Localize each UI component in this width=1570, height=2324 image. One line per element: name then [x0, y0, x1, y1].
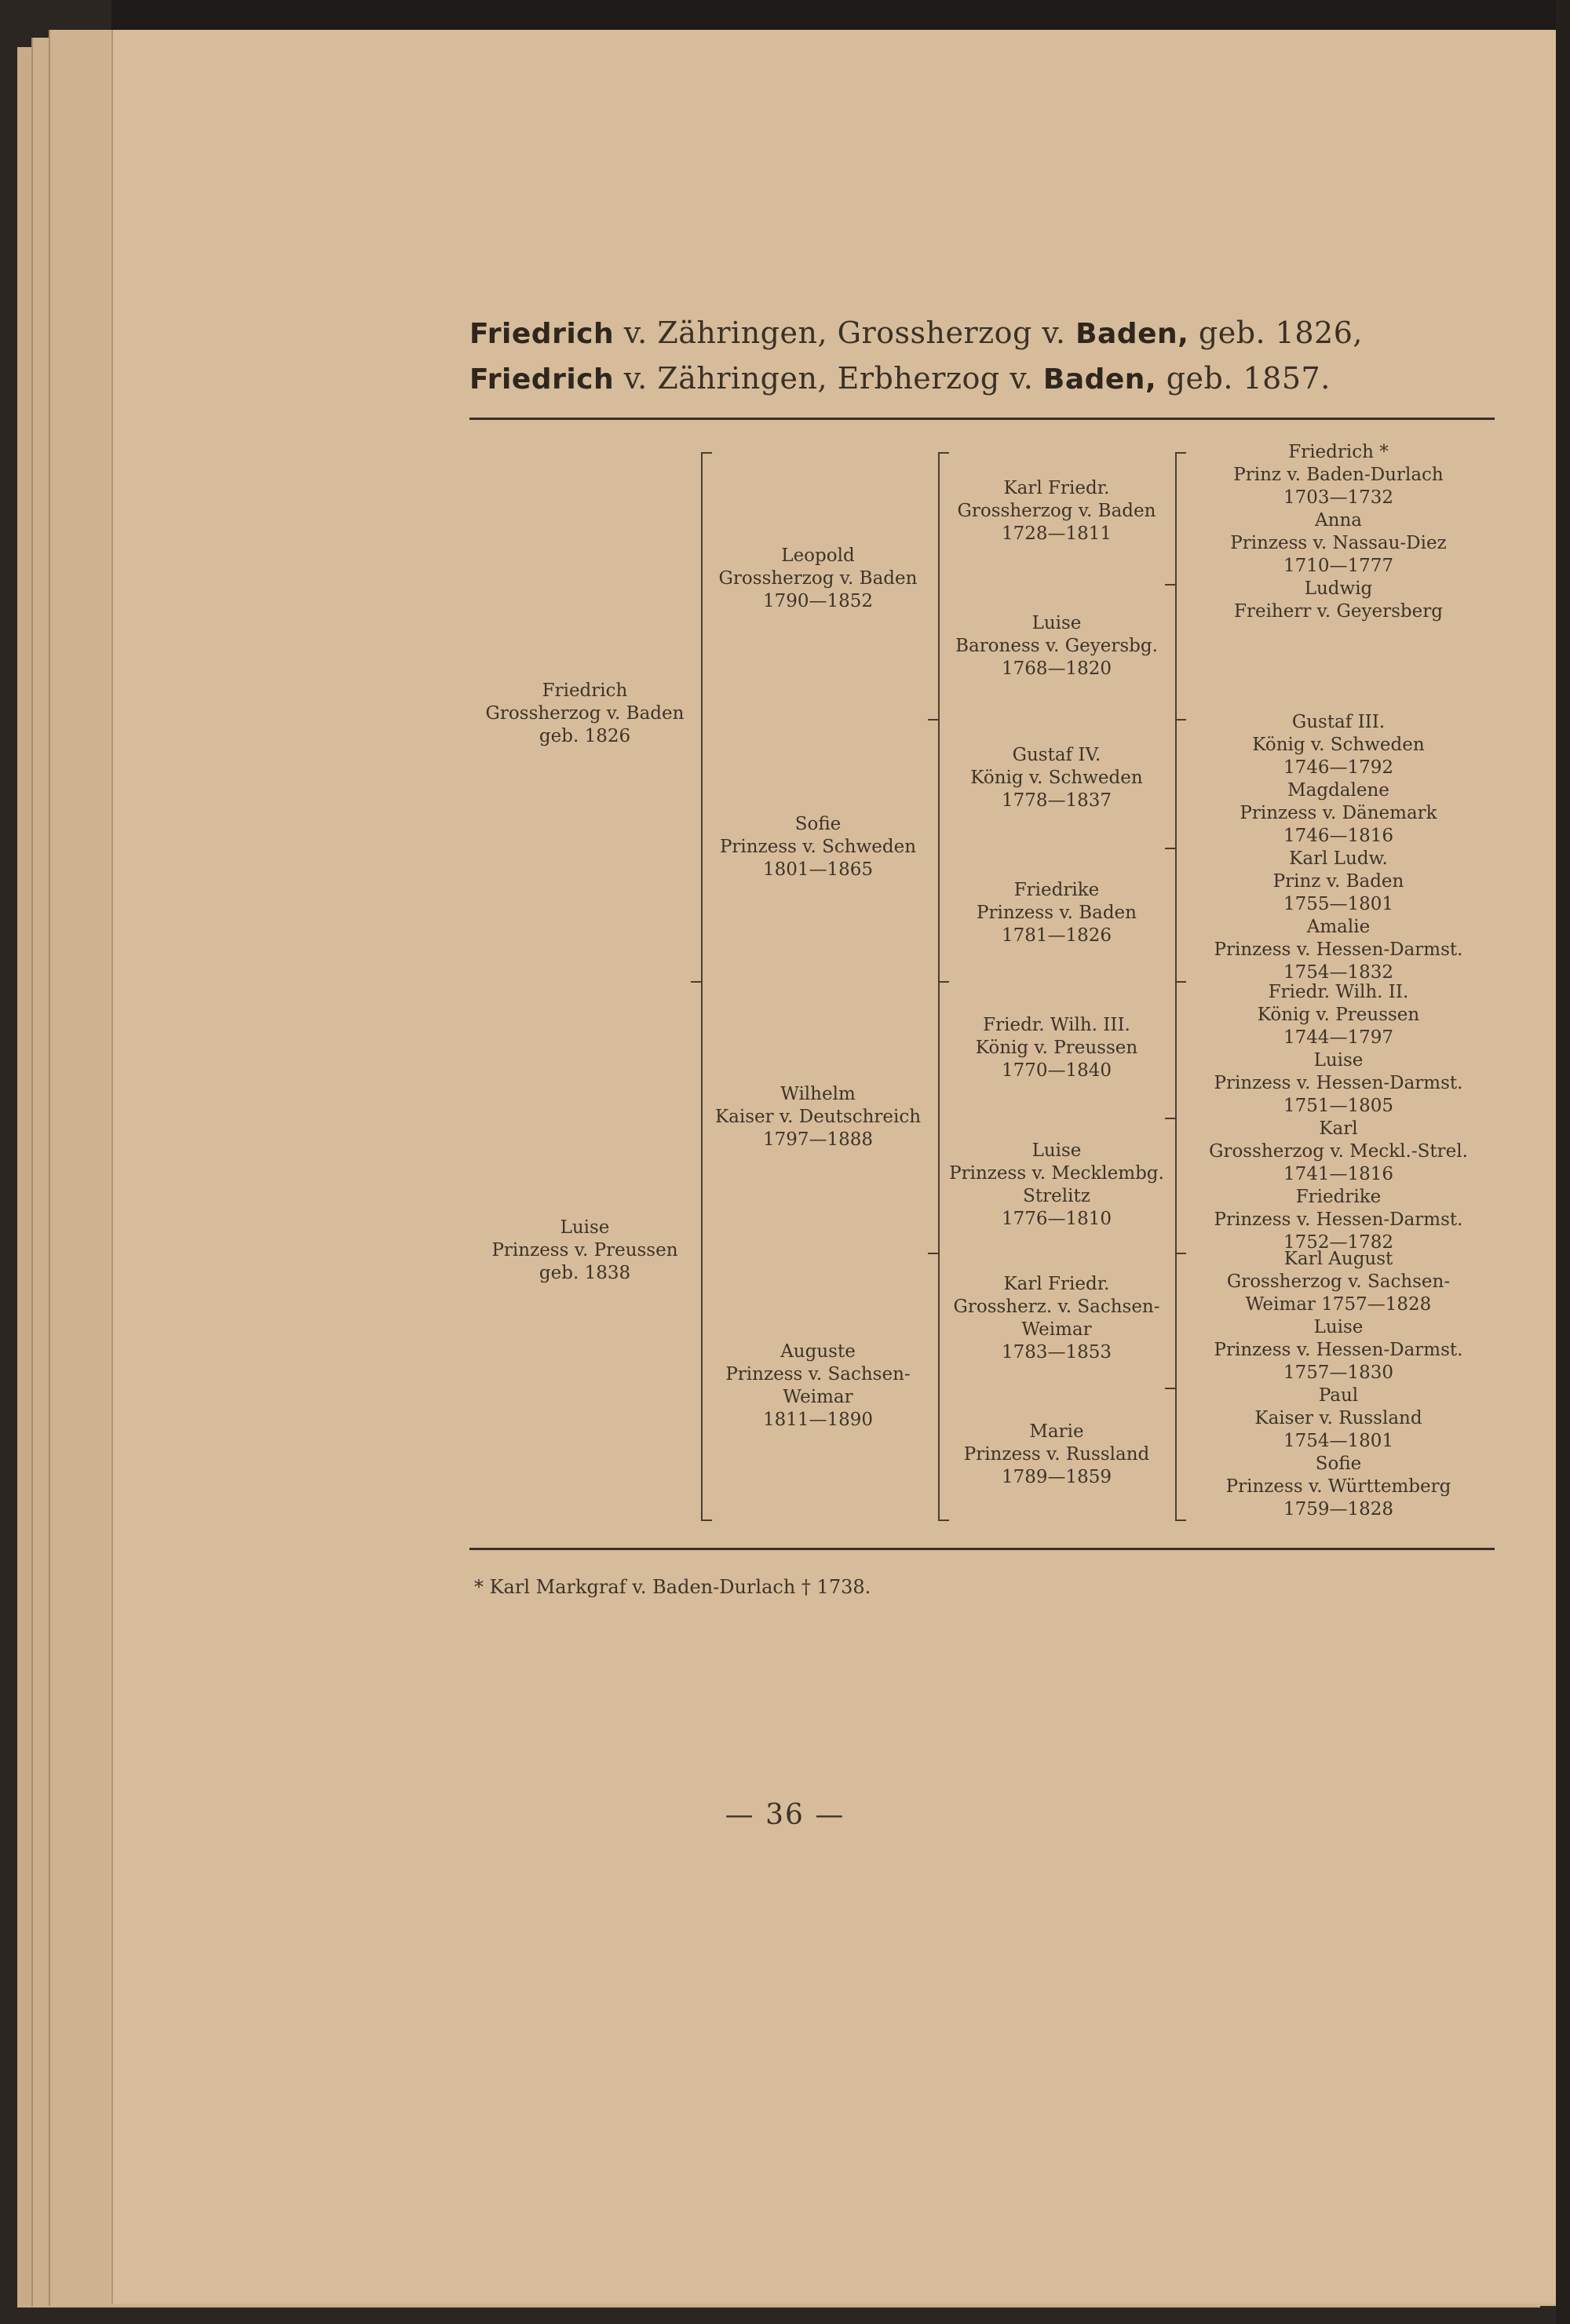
person-line: Prinz v. Baden: [1272, 871, 1404, 892]
person-line: Kaiser v. Deutschreich: [714, 1107, 922, 1127]
person-line: Luise: [1313, 1050, 1364, 1071]
person-gen3-2: [939, 744, 1174, 812]
person-line: Friedrike: [1013, 880, 1100, 900]
person-line: 1801—1865: [762, 859, 874, 880]
brace-tick: [1175, 981, 1186, 983]
top-shadow: [111, 0, 1570, 30]
person-line: 1754—1832: [1283, 962, 1394, 983]
person-line: König v. Preussen: [1257, 1005, 1420, 1025]
person-line: Leopold: [781, 545, 855, 566]
person-line: Prinzess v. Sachsen-: [725, 1364, 911, 1385]
person-gen3-1: [939, 612, 1174, 680]
person-line: 1797—1888: [762, 1129, 874, 1150]
person-line: Friedr. Wilh. III.: [983, 1015, 1130, 1035]
person-gen1-1: [471, 1217, 699, 1285]
person-line: geb. 1838: [539, 1263, 631, 1283]
person-line: Grossherzog v. Baden: [485, 703, 685, 724]
brace-tick: [1175, 452, 1186, 454]
person-line: Amalie: [1306, 917, 1371, 937]
footnote: * Karl Markgraf v. Baden-Durlach † 1738.: [474, 1576, 871, 1598]
person-line: 1752—1782: [1283, 1232, 1394, 1253]
brace-tick: [1165, 1118, 1176, 1119]
person-line: Friedr. Wilh. II.: [1268, 982, 1409, 1002]
brace-tick: [938, 981, 949, 983]
person-line: Paul: [1318, 1385, 1359, 1406]
person-line: Grossherzog v. Baden: [957, 501, 1156, 521]
person-line: 1783—1853: [1001, 1342, 1112, 1363]
person-line: Marie: [1029, 1421, 1084, 1442]
bottom-rule: [469, 1548, 1495, 1550]
person-line: Luise: [1313, 1317, 1364, 1337]
person-line: Sofie: [794, 814, 842, 834]
person-line: Prinzess v. Nassau-Diez: [1230, 533, 1447, 553]
person-gen2-2: [700, 1083, 936, 1151]
person-line: Prinzess v. Württemberg: [1225, 1476, 1451, 1497]
brace-tick: [1175, 719, 1186, 721]
person-line: 1744—1797: [1283, 1027, 1394, 1048]
brace-line: [1175, 454, 1177, 1521]
person-line: Prinzess v. Hessen-Darmst.: [1214, 939, 1463, 960]
person-line: 1768—1820: [1001, 659, 1112, 679]
person-line: Prinzess v. Hessen-Darmst.: [1214, 1209, 1463, 1230]
person-line: Prinzess v. Baden: [977, 903, 1137, 923]
person-gen4-1: [1185, 711, 1492, 984]
person-line: Prinz v. Baden-Durlach: [1233, 465, 1444, 485]
person-gen2-1: [700, 813, 936, 881]
title-name: Baden,: [1042, 363, 1157, 396]
person-line: Karl Friedr.: [1003, 1274, 1110, 1294]
person-line: Prinzess v. Dänemark: [1240, 803, 1437, 823]
title-name: Friedrich: [469, 318, 615, 350]
person-line: 1710—1777: [1283, 556, 1394, 576]
person-line: 1754—1801: [1283, 1431, 1394, 1451]
person-line: Friedrich *: [1288, 442, 1389, 462]
person-line: 1755—1801: [1283, 894, 1394, 914]
person-line: Luise: [560, 1217, 610, 1238]
brace-tick: [701, 452, 712, 454]
person-line: Prinzess v. Schweden: [719, 837, 917, 857]
brace-tick: [928, 719, 939, 721]
person-line: 1728—1811: [1001, 524, 1112, 544]
title-text: v. Zähringen, Grossherzog v.: [614, 316, 1076, 350]
person-line: Luise: [1031, 613, 1082, 633]
person-line: 1757—1830: [1283, 1363, 1394, 1383]
person-line: 1789—1859: [1001, 1467, 1112, 1487]
brace-tick: [701, 1520, 712, 1521]
person-gen2-0: [700, 545, 936, 613]
person-gen3-3: [939, 879, 1174, 947]
person-line: Luise: [1031, 1140, 1082, 1161]
person-line: Grossherzog v. Baden: [718, 568, 918, 589]
title-name: Friedrich: [469, 363, 615, 396]
page-number: — 36 —: [725, 1799, 845, 1831]
person-line: 1778—1837: [1001, 790, 1112, 811]
person-gen3-4: [939, 1014, 1174, 1082]
brace-tick: [1175, 1253, 1186, 1254]
person-line: Prinzess v. Preussen: [491, 1240, 678, 1261]
person-line: Grossherzog v. Sachsen-: [1226, 1271, 1451, 1292]
person-line: Strelitz: [1023, 1186, 1090, 1206]
title-text: geb. 1826,: [1188, 316, 1363, 350]
person-line: König v. Preussen: [975, 1038, 1138, 1058]
person-gen3-7: [939, 1421, 1174, 1489]
person-gen3-5: [939, 1140, 1174, 1231]
person-gen4-0: [1185, 441, 1492, 623]
person-line: Karl Friedr.: [1003, 478, 1110, 498]
person-line: Kaiser v. Russland: [1254, 1408, 1422, 1428]
person-line: Baroness v. Geyersbg.: [955, 636, 1158, 656]
person-line: Karl August: [1283, 1249, 1393, 1269]
brace-tick: [1175, 1520, 1186, 1521]
person-line: Auguste: [780, 1341, 856, 1362]
person-gen3-0: [939, 477, 1174, 545]
person-line: Anna: [1315, 510, 1362, 531]
person-line: 1790—1852: [762, 591, 874, 611]
person-line: Gustaf III.: [1291, 712, 1386, 732]
person-line: 1741—1816: [1283, 1164, 1394, 1184]
person-line: Prinzess v. Hessen-Darmst.: [1214, 1073, 1463, 1093]
person-line: Gustaf IV.: [1012, 745, 1101, 765]
brace-line: [701, 454, 703, 1521]
person-line: 1746—1792: [1283, 757, 1394, 778]
person-line: Ludwig: [1304, 578, 1373, 599]
right-shadow: [1556, 0, 1570, 2324]
person-gen4-2: [1185, 981, 1492, 1254]
brace-tick: [691, 981, 702, 983]
brace-line: [938, 454, 940, 1521]
brace-tick: [1165, 1388, 1176, 1389]
person-line: Grossherz. v. Sachsen-: [953, 1297, 1160, 1317]
brace-tick: [1165, 848, 1176, 849]
person-line: Weimar: [783, 1387, 853, 1407]
person-line: Prinzess v. Mecklembg.: [949, 1163, 1164, 1184]
person-line: Weimar: [1021, 1319, 1092, 1340]
person-line: Magdalene: [1287, 780, 1389, 801]
person-gen1-0: [471, 680, 699, 748]
person-line: Karl: [1319, 1118, 1358, 1139]
person-line: Wilhelm: [780, 1084, 856, 1104]
brace-tick: [938, 452, 949, 454]
person-line: 1781—1826: [1001, 925, 1112, 946]
person-line: geb. 1826: [539, 726, 631, 746]
person-line: König v. Schweden: [1252, 735, 1425, 755]
brace-tick: [938, 1520, 949, 1521]
person-gen4-3: [1185, 1248, 1492, 1521]
person-line: Weimar 1757—1828: [1245, 1294, 1432, 1315]
person-gen3-6: [939, 1273, 1174, 1364]
person-gen2-3: [700, 1341, 936, 1432]
person-line: Friedrike: [1295, 1187, 1382, 1207]
person-line: 1759—1828: [1283, 1499, 1394, 1520]
title-line-2: [469, 361, 1331, 396]
brace-tick: [928, 1253, 939, 1254]
brace-tick: [1165, 584, 1176, 586]
person-line: Friedrich: [542, 680, 628, 701]
person-line: Prinzess v. Hessen-Darmst.: [1214, 1340, 1463, 1360]
person-line: Karl Ludw.: [1289, 848, 1388, 869]
person-line: 1751—1805: [1283, 1096, 1394, 1116]
person-line: 1811—1890: [762, 1410, 874, 1430]
title-name: Baden,: [1075, 318, 1189, 350]
title-line-1: [469, 316, 1363, 350]
title-text: geb. 1857.: [1156, 361, 1331, 396]
person-line: König v. Schweden: [970, 768, 1143, 788]
person-line: 1746—1816: [1283, 826, 1394, 846]
person-line: 1703—1732: [1283, 487, 1394, 508]
person-line: 1776—1810: [1001, 1209, 1112, 1229]
person-line: Prinzess v. Russland: [963, 1444, 1150, 1465]
person-line: Freiherr v. Geyersberg: [1234, 601, 1443, 622]
person-line: 1770—1840: [1001, 1060, 1112, 1081]
person-line: Grossherzog v. Meckl.-Strel.: [1209, 1141, 1468, 1162]
top-rule: [469, 418, 1495, 420]
title-text: v. Zähringen, Erbherzog v.: [614, 361, 1043, 396]
person-line: Sofie: [1315, 1454, 1362, 1474]
